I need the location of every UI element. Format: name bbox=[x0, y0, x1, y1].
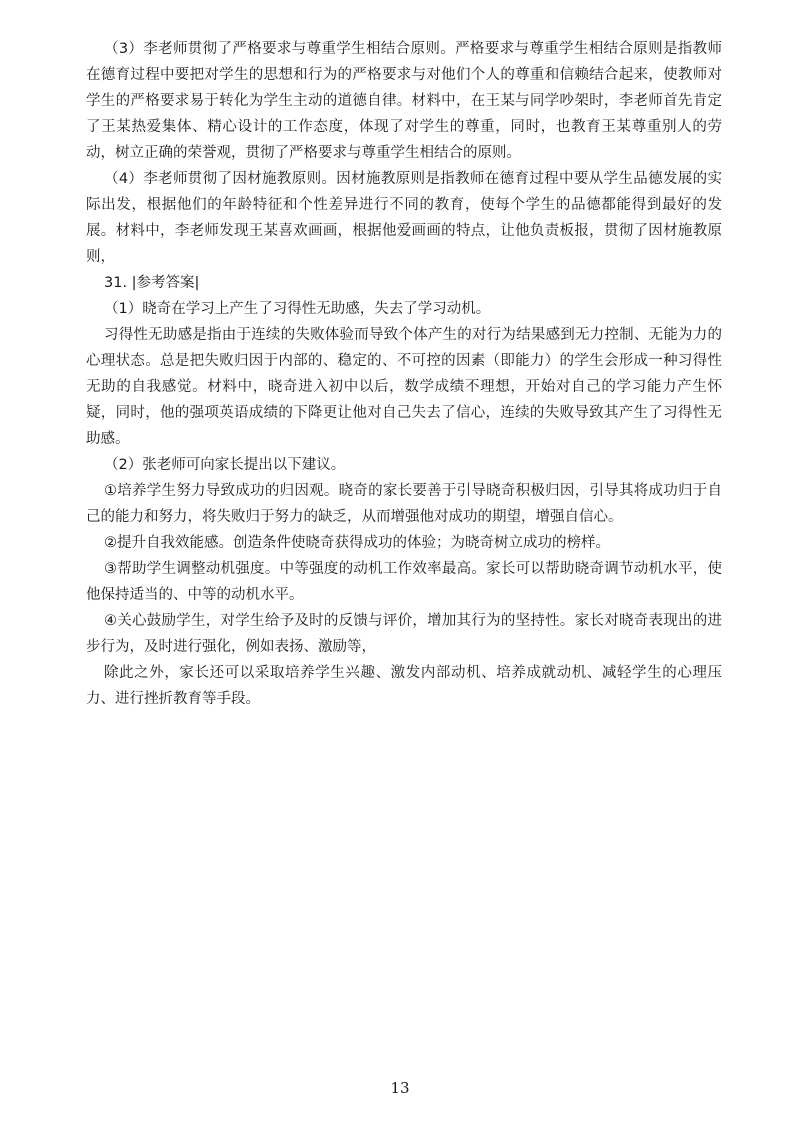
page-number: 13 bbox=[390, 1079, 410, 1097]
answer-paragraph-8: 除此之外，家长还可以采取培养学生兴趣、激发内部动机、培养成就动机、减轻学生的心理压力、进行挫折教育等手段。 bbox=[86, 665, 722, 707]
answer-paragraph-6: ③帮助学生调整动机强度。中等强度的动机工作效率最高。家长可以帮助晓奇调节动机水平，使他保持适当的、中等的动机水平。 bbox=[86, 561, 722, 603]
answer-paragraph-5: ②提升自我效能感。创造条件使晓奇获得成功的体验；为晓奇树立成功的榜样。 bbox=[104, 535, 610, 551]
answer-paragraph-7: ④关心鼓励学生，对学生给予及时的反馈与评价，增加其行为的坚持性。家长对晓奇表现出的进步行为，及时进行强化，例如表扬、激励等， bbox=[86, 613, 722, 655]
answer-paragraph-4: ①培养学生努力导致成功的归因观。晓奇的家长要善于引导晓奇积极归因，引导其将成功归于自己的能力和努力，将失败归于努力的缺乏，从而增强他对成功的期望，增强自信心。 bbox=[86, 483, 722, 525]
answer-paragraph-2: 习得性无助感是指由于连续的失败体验而导致个体产生的对行为结果感到无力控制、无能为力的心理状态。总是把失败归因于内部的、稳定的、不可控的因素（即能力）的学生会形成一种习得性无助的自我感觉。材料中，晓奇进入初中以后，数学成绩不理想，开始对自己的学习能力产生怀疑，同时，他的强项英语成绩的下降更让他对自己失去了信心，连续的失败导致其产生了习得性无助感。 bbox=[86, 327, 722, 447]
paragraph-principle-3: （3）李老师贯彻了严格要求与尊重学生相结合原则。严格要求与尊重学生相结合原则是指教师在德育过程中要把对学生的思想和行为的严格要求与对他们个人的尊重和信赖结合起来，使教师对学生的严格要求易于转化为学生主动的道德自律。材料中，在王某与同学吵架时，李老师首先肯定了王某热爱集体、精心设计的工作态度，体现了对学生的尊重，同时，也教育王某尊重别人的劳动，树立正确的荣誉观，贯彻了严格要求与尊重学生相结合的原则。 bbox=[86, 41, 722, 161]
document-body bbox=[86, 36, 722, 712]
answer-heading: 31. |参考答案| bbox=[104, 275, 200, 291]
answer-paragraph-1: （1）晓奇在学习上产生了习得性无助感，失去了学习动机。 bbox=[104, 301, 491, 317]
answer-paragraph-3: （2）张老师可向家长提出以下建议。 bbox=[104, 457, 346, 473]
paragraph-principle-4: （4）李老师贯彻了因材施教原则。因材施教原则是指教师在德育过程中要从学生品德发展的实际出发，根据他们的年龄特征和个性差异进行不同的教育，使每个学生的品德都能得到最好的发展。材料中，李老师发现王某喜欢画画，根据他爱画画的特点，让他负责板报，贯彻了因材施教原则， bbox=[86, 171, 722, 265]
